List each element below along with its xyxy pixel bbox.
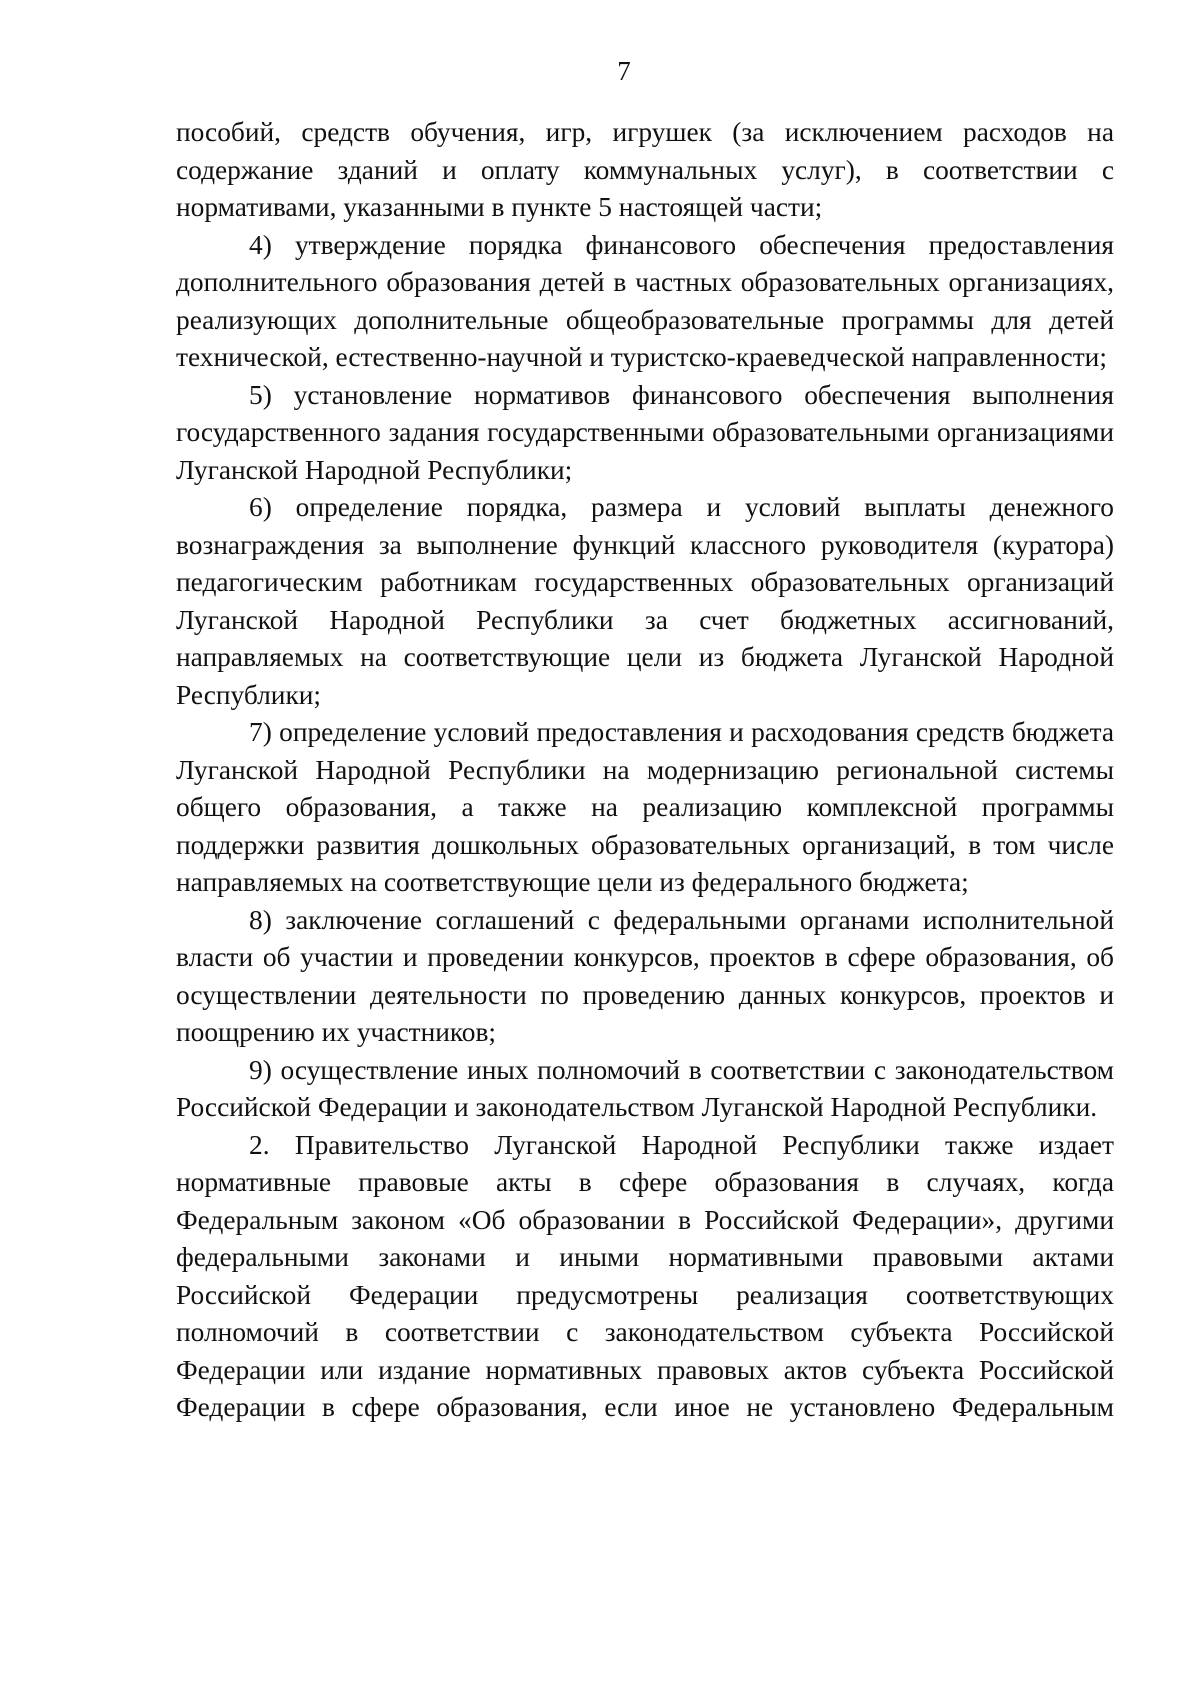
paragraph-continuation: пособий, средств обучения, игр, игрушек (за исключением расходов на содержание зданий и оплату коммунальных услуг), в соответствии с нормативами, указанными в пункте 5 настоящей части; <box>176 117 1114 222</box>
paragraph-item-7: 7) определение условий предоставления и расходования средств бюджета Луганской Народной Республики на модернизацию региональной системы общего образования, а также на реализацию комплексной программы поддержки развития дошкольных образовательных организаций, в том числе направляемых на соответствующие цели из федерального бюджета; <box>176 717 1114 897</box>
paragraph-section-2: 2. Правительство Луганской Народной Республики также издает нормативные правовые акты в сфере образования в случаях, когда Федеральным законом «Об образовании в Российской Федерации», другими федеральными законами и иными нормативными правовыми актами Российской Федерации предусмотрены реализация соответствующих полномочий в соответствии с законодательством субъекта Российской Федерации или издание нормативных правовых актов субъекта Российской Федерации в сфере образования, если иное не установлено Федеральным <box>176 1129 1114 1422</box>
document-body <box>176 114 1114 1427</box>
paragraph-item-4: 4) утверждение порядка финансового обеспечения предоставления дополнительного образования детей в частных образовательных организациях, реализующих дополнительные общеобразовательные программы для детей технической, естественно-научной и туристско-краеведческой направленности; <box>176 229 1114 372</box>
paragraph-item-5: 5) установление нормативов финансового обеспечения выполнения государственного задания государственными образовательными организациями Луганской Народной Республики; <box>176 379 1114 485</box>
paragraph-item-6: 6) определение порядка, размера и условий выплаты денежного вознаграждения за выполнение функций классного руководителя (куратора) педагогическим работникам государственных образовательных организаций Луганской Народной Республики за счет бюджетных ассигнований, направляемых на соответствующие цели из бюджета Луганской Народной Республики; <box>176 492 1114 710</box>
page-number: 7 <box>617 56 631 86</box>
paragraph-item-9: 9) осуществление иных полномочий в соответствии с законодательством Российской Федерации и законодательством Луганской Народной Республики. <box>176 1054 1114 1122</box>
paragraph-item-8: 8) заключение соглашений с федеральными органами исполнительной власти об участии и проведении конкурсов, проектов в сфере образования, об осуществлении деятельности по проведению данных конкурсов, проектов и поощрению их участников; <box>176 904 1114 1047</box>
